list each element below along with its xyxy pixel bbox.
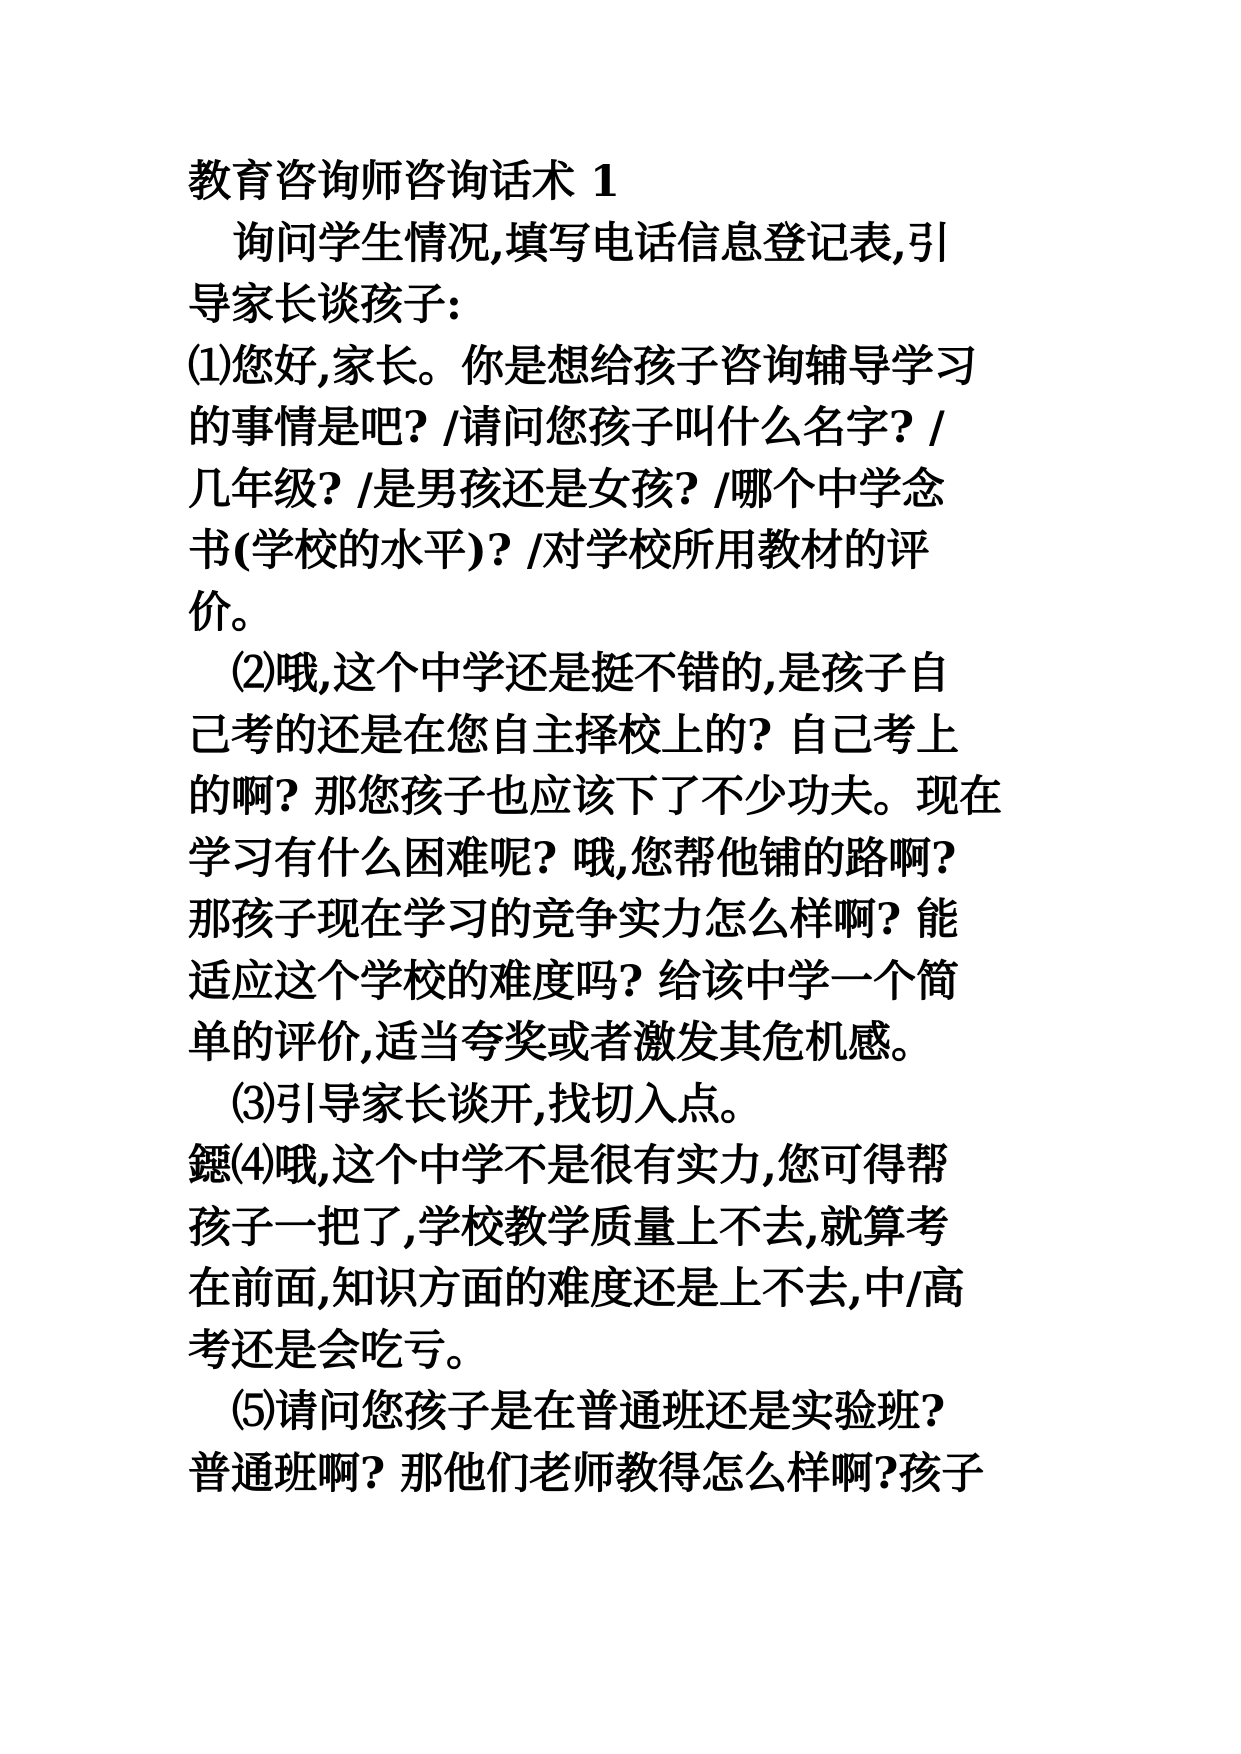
body-line: ⑵哦,这个中学还是挺不错的,是孩子自 (232, 649, 950, 699)
body-line: 的啊? 那您孩子也应该下了不少功夫。现在 (188, 772, 1003, 822)
body-line: 鐚⑷哦,这个中学不是很有实力,您可得帮 (188, 1141, 949, 1191)
body-line: 普通班啊? 那他们老师教得怎么样啊?孩子 (188, 1448, 985, 1499)
body-line: 孩子一把了,学校教学质量上不去,就算考 (188, 1202, 949, 1253)
body-line: 的事情是吧? /请问您孩子叫什么名字? / (188, 403, 945, 453)
body-line: 价。 (188, 587, 274, 638)
body-line: 单的评价,适当夸奖或者激发其危机感。 (188, 1018, 934, 1068)
body-line: 在前面,知识方面的难度还是上不去,中/高 (188, 1264, 965, 1314)
body-line: 适应这个学校的难度吗? 给该中学一个简 (188, 956, 960, 1007)
body-line: 书(学校的水平)? /对学校所用教材的评 (188, 526, 930, 576)
body-line: ⑸请问您孩子是在普通班还是实验班? (232, 1387, 946, 1437)
body-line: 考还是会吃亏。 (188, 1325, 489, 1376)
body-line: 己考的还是在您自主择校上的? 自己考上 (188, 710, 960, 761)
body-line: 导家长谈孩子: (188, 280, 462, 330)
body-line: 询问学生情况,填写电话信息登记表,引 (232, 218, 950, 269)
body-line: ⑴您好,家长。你是想给孩子咨询辅导学习 (188, 341, 977, 392)
body-line: 学习有什么困难呢? 哦,您帮他铺的路啊? (188, 833, 957, 884)
body-line: ⑶引导家长谈开,找切入点。 (232, 1079, 763, 1130)
document-title: 教育咨询师咨询话术 1 (188, 157, 620, 207)
document-body (188, 152, 1058, 1505)
body-line: 那孩子现在学习的竞争实力怎么样啊? 能 (188, 895, 960, 945)
body-line: 几年级? /是男孩还是女孩? /哪个中学念 (188, 464, 945, 515)
